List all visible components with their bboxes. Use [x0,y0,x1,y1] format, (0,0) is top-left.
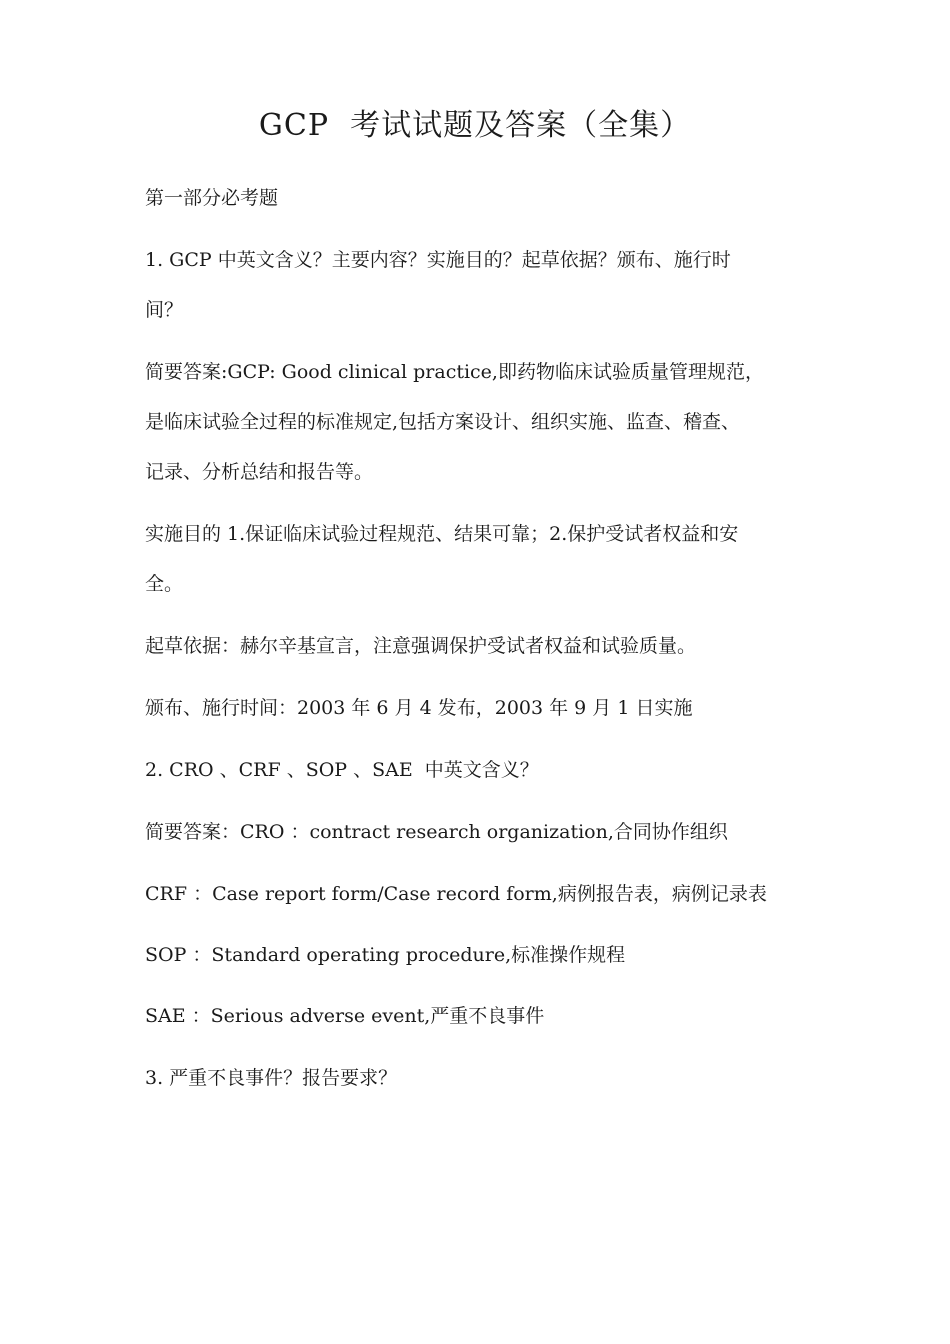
question-1-line-2: 间？ [145,299,184,321]
question-3: 3. 严重不良事件？报告要求？ [145,1067,398,1089]
issue-dates: 颁布、施行时间：2003 年 6 月 4 发布，2003 年 9 月 1 日实施 [145,697,693,719]
answer-cro: 简要答案：CRO ：contract research organization,合同协作组织 [145,821,728,843]
question-2: 2. CRO 、CRF 、SOP 、SAE 中英文含义？ [145,759,539,781]
question-1-line-1: 1. GCP 中英文含义？主要内容？实施目的？起草依据？颁布、施行时 [145,249,731,271]
answer-sae: SAE ：Serious adverse event,严重不良事件 [145,1005,545,1027]
purpose-line-2: 全。 [145,573,184,595]
answer-sop: SOP ：Standard operating procedure,标准操作规程 [145,944,626,966]
answer-1-line-1: 简要答案:GCP: Good clinical practice,即药物临床试验质量管理规范， [145,361,764,383]
purpose-line-1: 实施目的 1.保证临床试验过程规范、结果可靠；2.保护受试者权益和安 [145,523,739,545]
drafting-basis: 起草依据：赫尔辛基宣言，注意强调保护受试者权益和试验质量。 [145,635,697,657]
answer-1-line-2: 是临床试验全过程的标准规定,包括方案设计、组织实施、监查、稽查、 [145,411,741,433]
document-title: GCP 考试试题及答案（全集） [258,108,692,143]
section-heading: 第一部分必考题 [145,187,279,209]
answer-1-line-3: 记录、分析总结和报告等。 [145,461,374,483]
answer-crf: CRF ：Case report form/Case record form,病例报告表，病例记录表 [145,883,767,905]
